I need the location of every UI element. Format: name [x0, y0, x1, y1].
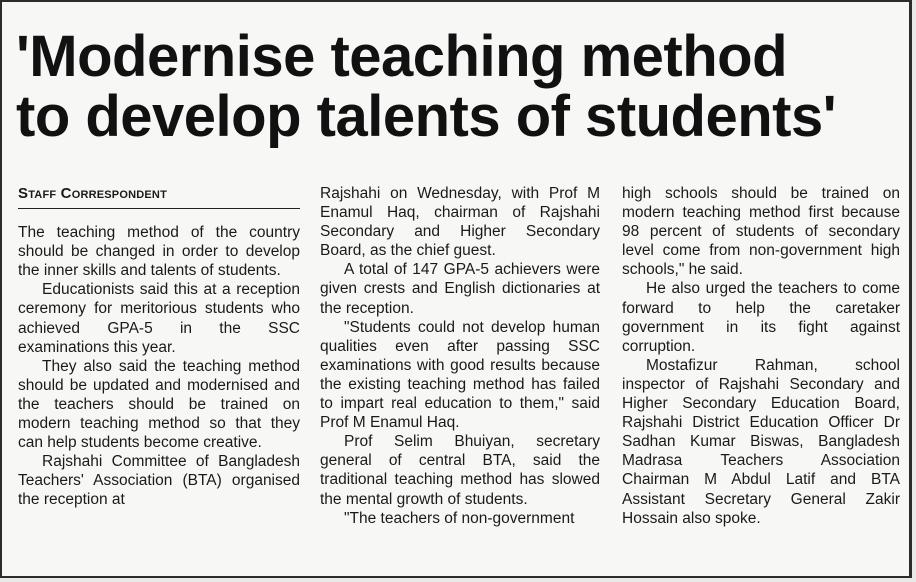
headline [16, 24, 906, 149]
paragraph: A total of 147 GPA-5 achievers were given crests and English dictionaries at the reception. [320, 261, 600, 317]
article-column-1 [18, 184, 300, 510]
article-column-2 [320, 184, 600, 528]
paragraph: Rajshahi Committee of Bangladesh Teachers' Association (BTA) organised the reception at [18, 453, 300, 509]
paragraph: Prof Selim Bhuiyan, secretary general of central BTA, said the traditional teaching method has slowed the mental growth of students. [320, 433, 600, 508]
paragraph: Rajshahi on Wednesday, with Prof M Enamul Haq, chairman of Rajshahi Secondary and Higher Secondary Board, as the chief guest. [320, 185, 600, 260]
paragraph: "The teachers of non-government [344, 509, 575, 527]
paragraph: Educationists said this at a reception ceremony for meritorious students who achieved GPA-5 in the SSC examinations this year. [18, 281, 300, 356]
paragraph: high schools should be trained on modern teaching method first because 98 percent of students of secondary level come from non-government high schools," he said. [622, 185, 900, 279]
headline-line-1: 'Modernise teaching method [16, 24, 787, 89]
paragraph: The teaching method of the country should be changed in order to develop the inner skills and talents of students. [18, 224, 300, 280]
paragraph: Mostafizur Rahman, school inspector of Rajshahi Secondary and Higher Secondary Education Board, Rajshahi District Education Officer Dr Sadhan Kumar Biswas, Bangladesh Madrasa Teachers Association Chairman M Abdul Latif and BTA Assistant Secretary General Zakir Hossain also spoke. [622, 356, 900, 527]
paragraph: He also urged the teachers to come forward to help the caretaker government in its fight against corruption. [622, 280, 900, 355]
paragraph: They also said the teaching method should be updated and modernised and the teachers should be trained on modern teaching method so that they can help students become creative. [18, 357, 300, 452]
paragraph: "Students could not develop human qualities even after passing SSC examinations with good results because the existing teaching method has failed to impart real education to them," said Prof M Enamul Haq. [320, 318, 600, 432]
headline-line-2: to develop talents of students' [16, 84, 837, 149]
article-column-3 [622, 184, 900, 528]
byline: Staff Correspondent [18, 184, 300, 209]
